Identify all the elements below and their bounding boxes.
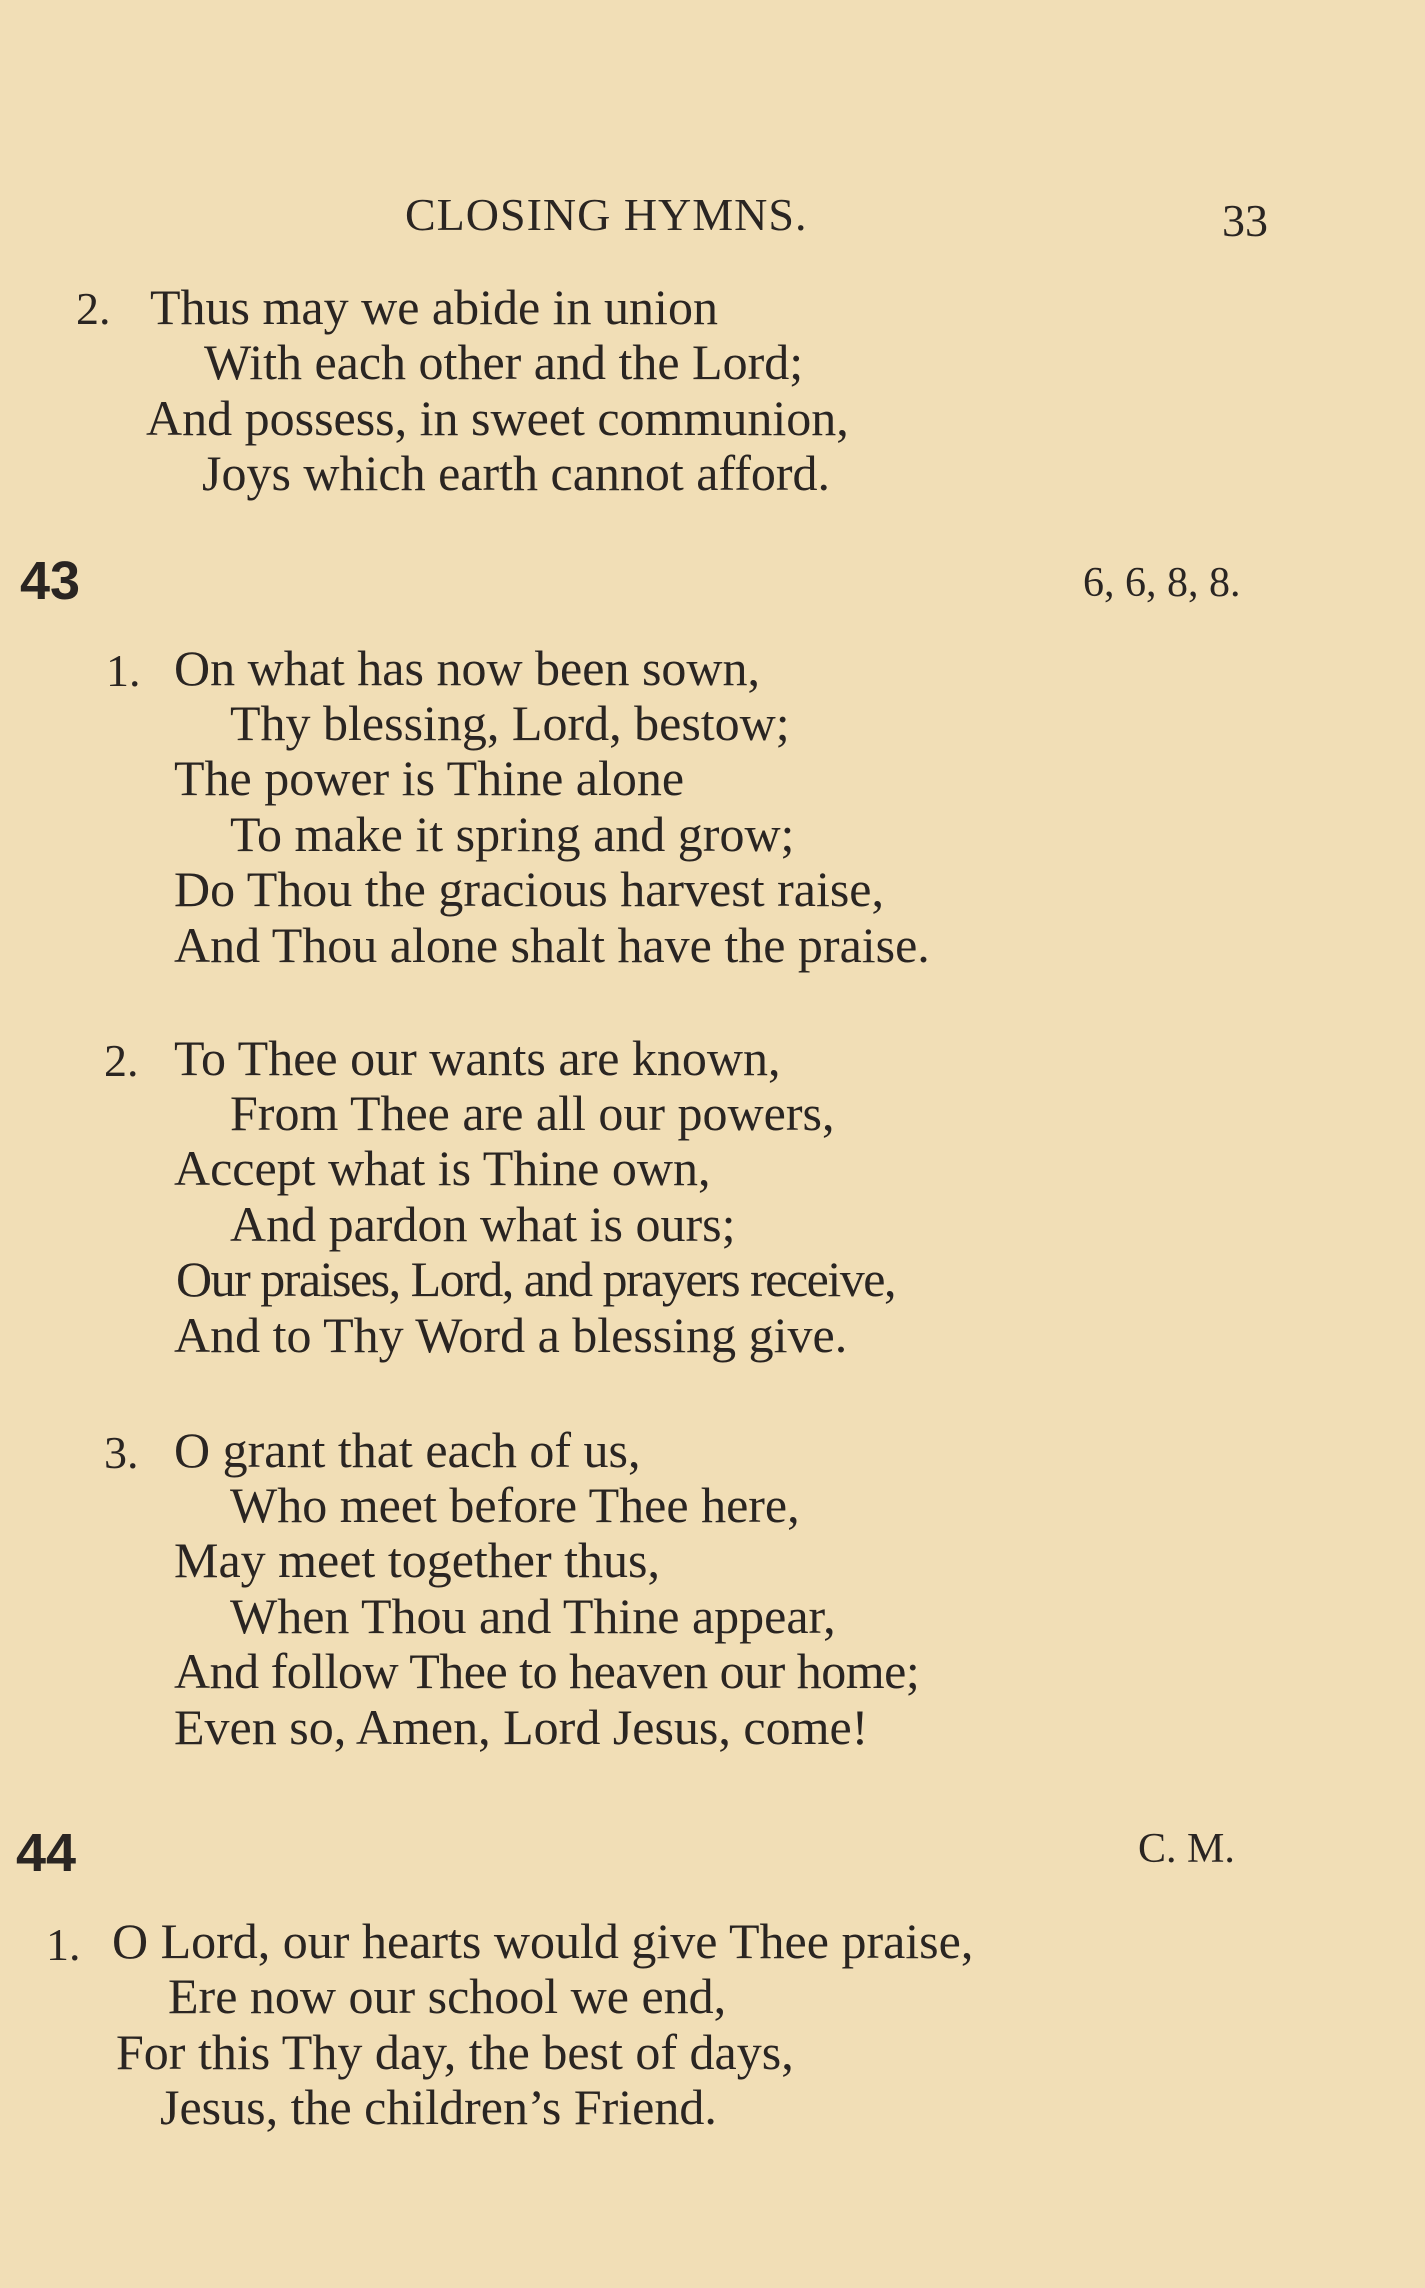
verse-line: To make it spring and grow;: [230, 806, 795, 862]
verse-line: And possess, in sweet communion,: [146, 390, 849, 446]
verse-line: When Thou and Thine appear,: [230, 1588, 836, 1644]
verse-number: 1.: [106, 645, 141, 696]
verse-number: 2.: [76, 283, 111, 334]
verse-line: With each other and the Lord;: [204, 334, 804, 390]
hymn-meter: C. M.: [1138, 1826, 1235, 1872]
verse-line: Thus may we abide in union: [150, 279, 718, 335]
verse-line: O Lord, our hearts would give Thee praise,: [112, 1913, 974, 1969]
verse-line: And follow Thee to heaven our home;: [174, 1643, 920, 1699]
verse-line: To Thee our wants are known,: [174, 1030, 781, 1086]
verse-line: For this Thy day, the best of days,: [116, 2024, 794, 2080]
verse-number: 3.: [104, 1427, 139, 1478]
verse-line: And pardon what is ours;: [230, 1196, 736, 1252]
page-number: 33: [1222, 195, 1268, 246]
verse-line: On what has now been sown,: [174, 640, 761, 696]
verse-line: The power is Thine alone: [174, 750, 685, 806]
hymn-number: 44: [16, 1823, 77, 1883]
verse-number: 2.: [104, 1035, 139, 1086]
verse-line: And to Thy Word a blessing give.: [174, 1307, 848, 1363]
verse-line: Do Thou the gracious harvest raise,: [174, 861, 884, 917]
verse-line: And Thou alone shalt have the praise.: [174, 917, 930, 973]
verse-line: O grant that each of us,: [174, 1422, 641, 1478]
hymn-number: 43: [20, 551, 81, 611]
verse-line: From Thee are all our powers,: [230, 1085, 835, 1141]
hymn-meter: 6, 6, 8, 8.: [1083, 560, 1241, 606]
verse-number: 1.: [46, 1919, 81, 1970]
verse-line: Thy blessing, Lord, bestow;: [230, 695, 790, 751]
verse-line: May meet together thus,: [174, 1532, 660, 1588]
verse-line: Who meet before Thee here,: [230, 1477, 800, 1533]
verse-line: Accept what is Thine own,: [174, 1140, 711, 1196]
verse-line: Our praises, Lord, and prayers receive,: [176, 1251, 895, 1307]
page-title: CLOSING HYMNS.: [405, 189, 808, 240]
running-head: [0, 188, 1425, 248]
verse-line: Even so, Amen, Lord Jesus, come!: [174, 1699, 869, 1755]
verse-line: Joys which earth cannot afford.: [202, 445, 831, 501]
verse-line: Ere now our school we end,: [168, 1968, 727, 2024]
verse-line: Jesus, the children’s Friend.: [160, 2079, 717, 2135]
